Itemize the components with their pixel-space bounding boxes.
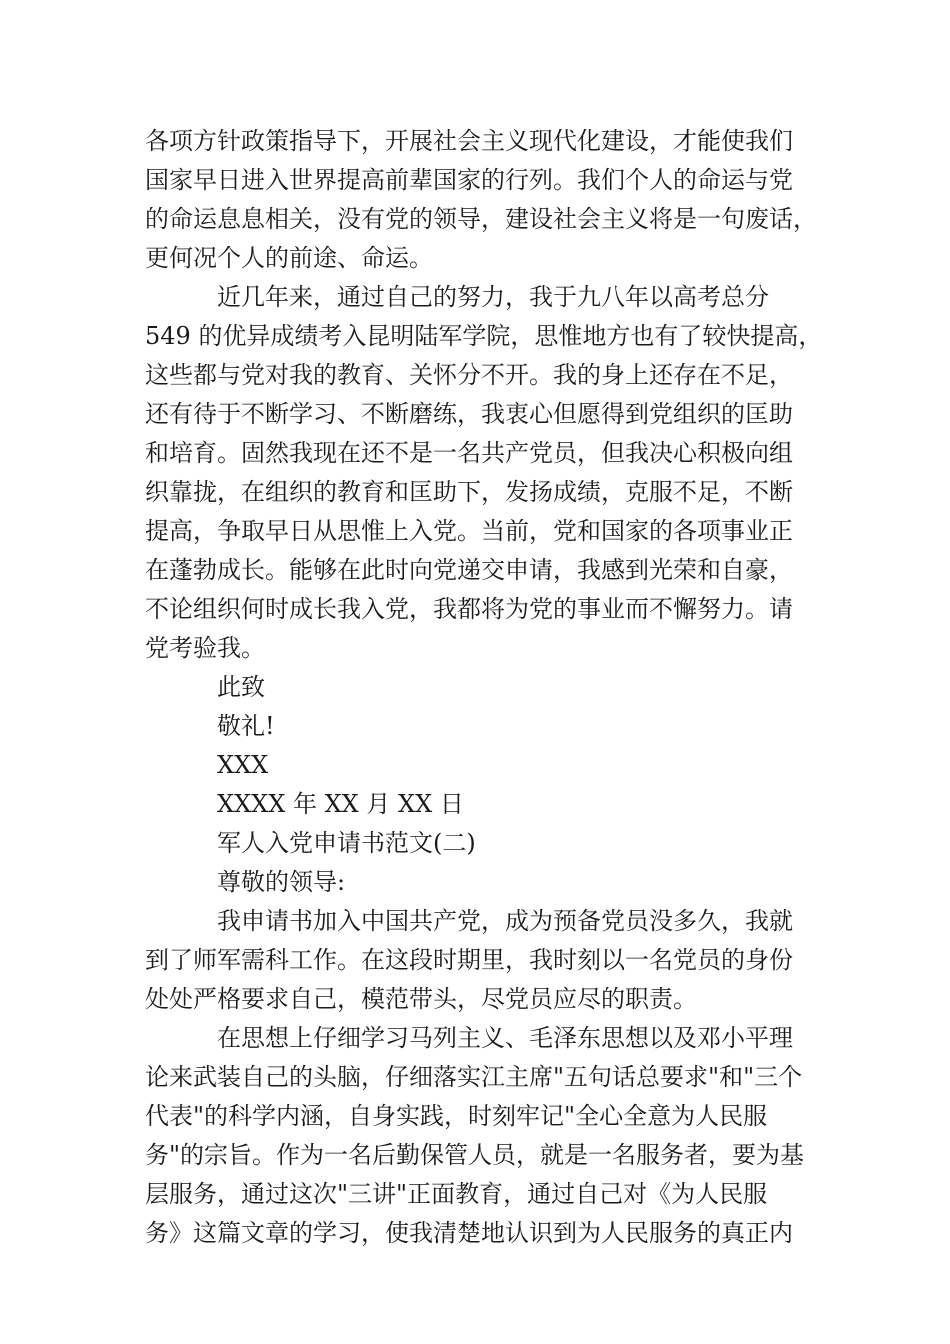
text-line: 党考验我。: [145, 634, 265, 662]
text-line: 织靠拢，在组织的教育和匡助下，发扬成绩，克服不足，不断: [145, 478, 793, 506]
text-line: 更何况个人的前途、命运。: [145, 244, 433, 272]
text-line: 敬礼!: [217, 712, 275, 740]
text-line: 549 的优异成绩考入昆明陆军学院，思惟地方也有了较快提高，: [145, 322, 823, 350]
text-line: 层服务，通过这次"三讲"正面教育，通过自己对《为人民服: [145, 1180, 768, 1208]
text-line: 论来武装自己的头脑，仔细落实江主席"五句话总要求"和"三个: [145, 1063, 803, 1091]
text-line: 各项方针政策指导下，开展社会主义现代化建设，才能使我们: [145, 127, 793, 155]
text-line: 此致: [217, 673, 265, 701]
text-line: 还有待于不断学习、不断磨练，我衷心但愿得到党组织的匡助: [145, 400, 793, 428]
text-line: 军人入党申请书范文(二): [217, 829, 476, 857]
text-line: 和培育。固然我现在还不是一名共产党员，但我决心积极向组: [145, 439, 793, 467]
text-line: 近几年来，通过自己的努力，我于九八年以高考总分: [217, 283, 769, 311]
text-line: 我申请书加入中国共产党，成为预备党员没多久，我就: [217, 907, 793, 935]
text-line: 提高，争取早日从思惟上入党。当前，党和国家的各项事业正: [145, 517, 793, 545]
text-line: 不论组织何时成长我入党，我都将为党的事业而不懈努力。请: [145, 595, 793, 623]
text-line: 代表"的科学内涵，自身实践，时刻牢记"全心全意为人民服: [145, 1102, 768, 1130]
text-line: XXXX 年 XX 月 XX 日: [217, 790, 464, 818]
text-line: 务"的宗旨。作为一名后勤保管人员，就是一名服务者，要为基: [145, 1141, 805, 1169]
text-line: 处处严格要求自己，模范带头，尽党员应尽的职责。: [145, 985, 697, 1013]
text-line: 在蓬勃成长。能够在此时向党递交申请，我感到光荣和自豪，: [145, 556, 793, 584]
text-line: 的命运息息相关，没有党的领导，建设社会主义将是一句废话，: [145, 205, 817, 233]
text-line: 务》这篇文章的学习，使我清楚地认识到为人民服务的真正内: [145, 1219, 793, 1247]
text-line: 尊敬的领导:: [217, 868, 346, 896]
document-body: [145, 122, 823, 1253]
text-line: 这些都与党对我的教育、关怀分不开。我的身上还存在不足，: [145, 361, 793, 389]
text-line: XXX: [217, 751, 269, 779]
text-line: 到了师军需科工作。在这段时期里，我时刻以一名党员的身份: [145, 946, 793, 974]
text-line: 在思想上仔细学习马列主义、毛泽东思想以及邓小平理: [217, 1024, 793, 1052]
text-line: 国家早日进入世界提高前辈国家的行列。我们个人的命运与党: [145, 166, 793, 194]
